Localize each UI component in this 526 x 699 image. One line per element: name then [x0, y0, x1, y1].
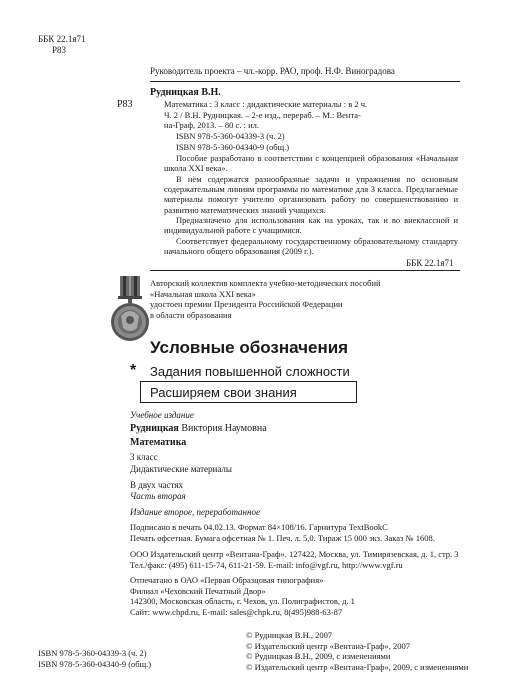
- printer-line: 142300, Московская область, г. Чехов, ул. Полиграфистов, д. 1: [130, 596, 355, 607]
- printer-line: Филиал «Чеховский Печатный Двор»: [130, 585, 266, 596]
- copyright-line: © Издательский центр «Вентана-Граф», 2007: [246, 640, 410, 651]
- award-line: в области образования: [150, 309, 232, 320]
- author-mark: Р83: [52, 45, 67, 55]
- catalog-author: Рудницкая В.Н.: [150, 87, 221, 98]
- imprint-author: [130, 423, 267, 435]
- print-line: Подписано в печать 04.02.13. Формат 84×108/16. Гарнитура TextBookC: [130, 522, 388, 532]
- publisher-line: ООО Издательский центр «Вентана-Граф». 127422, Москва, ул. Тимирязевская, д. 1, стр. 3: [130, 549, 459, 559]
- legend-box-item: Расширяем свои знания: [150, 385, 297, 400]
- copyright-line: © Издательский центр «Вентана-Граф», 2009, с изменениями: [246, 661, 469, 672]
- award-text: [150, 278, 381, 320]
- bbk-right: ББК 22.1я71: [406, 258, 454, 268]
- imprint-grade: 3 класс: [130, 452, 158, 462]
- medal-icon: [110, 276, 150, 344]
- bib-line: Ч. 2 / В.Н. Рудницкая. – 2-е изд., перераб. – М.: Вента-: [164, 109, 361, 120]
- bottom-isbn: [38, 648, 151, 669]
- catalog-paragraph: Пособие разработано в соответствии с концепцией образования «Начальная школа XXI века».: [164, 153, 458, 174]
- printer-info: [130, 575, 355, 617]
- edition-type: Учебное издание: [130, 410, 194, 420]
- print-info: [130, 522, 435, 543]
- project-head: Руководитель проекта – чл.-корр. РАО, проф. Н.Ф. Виноградова: [150, 66, 395, 76]
- copyright-block: [246, 630, 468, 672]
- isbn-line: ISBN 978-5-360-04339-3 (ч. 2): [176, 131, 285, 141]
- copyright-line: © Рудницкая В.Н., 2009, с изменениями: [246, 651, 391, 662]
- publisher-line: Тел./факс: (495) 611-15-74, 611-21-59. E-mail: info@vgf.ru, http://www.vgf.ru: [130, 559, 403, 570]
- catalog-mark: Р83: [117, 99, 133, 110]
- star-icon: *: [130, 362, 137, 379]
- catalog-bibliography: [164, 99, 367, 131]
- copyright-line: © Рудницкая В.Н., 2007: [246, 630, 333, 640]
- printer-line: Отпечатано в ОАО «Первая Образцовая типография»: [130, 575, 324, 585]
- bib-line: на-Граф, 2013. – 80 с. : ил.: [164, 120, 259, 131]
- print-line: Печать офсетная. Бумага офсетная № 1. Печ. л. 5,0. Тираж 15 000 экз. Заказ № 1608.: [130, 532, 435, 543]
- author-name: Виктория Наумовна: [181, 423, 267, 434]
- divider-top: [150, 81, 460, 82]
- imprint-part: Часть вторая: [130, 491, 186, 501]
- catalog-paragraph: Предназначено для использования как на уроках, так и во внеклассной и индивидуальной работе с учащимися.: [164, 215, 458, 236]
- catalog-paragraph: В нём содержатся разнообразные задачи и упражнения по основным содержательным линиям программы по математике для 3 класса. Предлагаемые материалы помогут учителю организовать работу по совершенствованию и развитию математических знаний учащихся.: [164, 174, 458, 215]
- imprint-parts: В двух частях: [130, 480, 183, 490]
- imprint-revision: Издание второе, переработанное: [130, 507, 260, 517]
- catalog-isbn: [176, 131, 289, 152]
- legend-star-item: Задания повышенной сложности: [150, 364, 350, 379]
- isbn-line: ISBN 978-5-360-04340-9 (общ.): [176, 141, 290, 152]
- bbk-code: ББК 22.1я71: [38, 34, 86, 44]
- award-line: Авторский коллектив комплекта учебно-методических пособий: [150, 278, 381, 288]
- award-line: «Начальная школа XXI века»: [150, 288, 256, 299]
- divider-catalog: [150, 270, 460, 271]
- catalog-paragraph: Соответствует федеральному государственному образовательному стандарту начального общего образования (2009 г.).: [164, 236, 458, 257]
- publisher-info: [130, 549, 459, 570]
- legend-title: Условные обозначения: [150, 338, 349, 357]
- isbn-line: ISBN 978-5-360-04339-3 (ч. 2): [38, 648, 147, 658]
- bib-line: Математика : 3 класс : дидактические материалы : в 2 ч.: [164, 99, 368, 109]
- imprint-subject: Математика: [130, 437, 187, 448]
- isbn-line: ISBN 978-5-360-04340-9 (общ.): [38, 658, 152, 669]
- printer-line: Сайт: www.chpd.ru, E-mail: sales@chpk.ru, 8(495)988-63-87: [130, 606, 343, 617]
- author-surname: Рудницкая: [130, 423, 179, 434]
- award-line: удостоен премии Президента Российской Федерации: [150, 299, 343, 309]
- imprint-material: Дидактические материалы: [130, 464, 232, 474]
